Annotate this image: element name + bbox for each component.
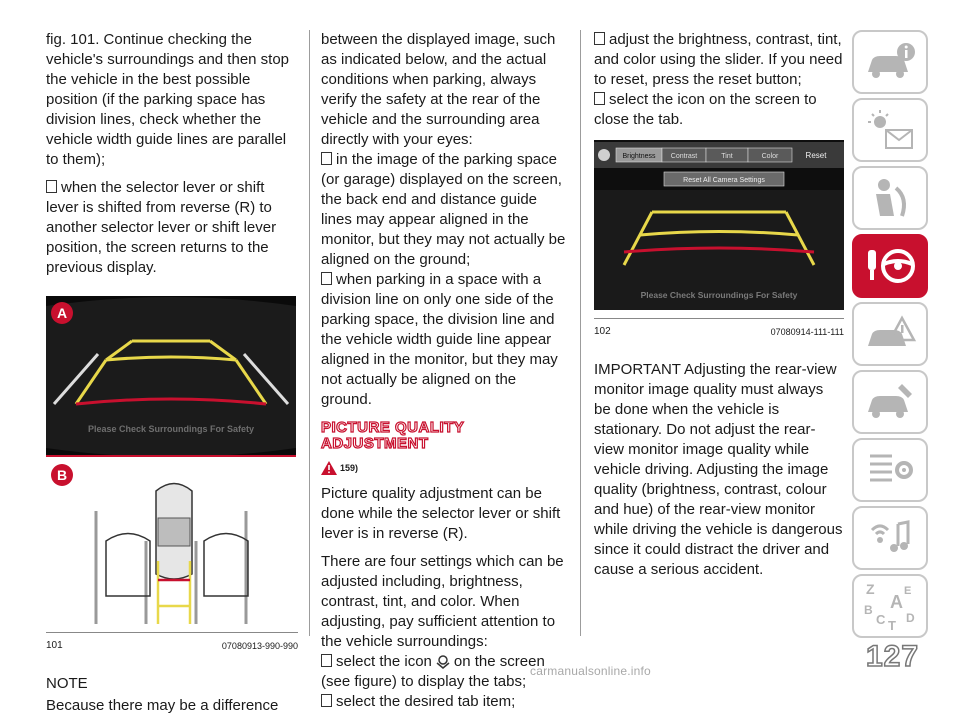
bullet-text: select the icon on the screen to close the tab.	[594, 91, 817, 128]
overlay-text: Please Check Surroundings For Safety	[640, 290, 798, 300]
index-letter: Z	[866, 581, 875, 597]
bullet-text: select the desired tab item;	[336, 693, 516, 710]
note-label: NOTE	[46, 675, 88, 692]
figure-number: 102	[594, 326, 611, 337]
bullet-text: when parking in a space with a division line on only one side of the parking space, the division line and the vehicle width guide line appear aligned in the monitor, but they may not actually be aligned on the ground.	[321, 271, 558, 408]
tab-vehicle-info[interactable]	[852, 30, 928, 94]
column-divider	[580, 30, 581, 636]
paragraph: Picture quality adjustment can be done while the selector lever or shift lever is in reverse (R).	[321, 485, 561, 542]
bullet-item	[321, 270, 571, 410]
vehicle-info-icon	[862, 40, 918, 84]
index-letter: B	[864, 603, 873, 617]
checkbox-bullet-icon	[46, 180, 57, 193]
bullet-text: in the image of the parking space (or garage) displayed on the screen, the back end and distance guide lines may appear aligned in the monitor, but they may not actually be aligned on the ground;	[321, 151, 566, 268]
note-text: Because there may be a difference	[46, 697, 279, 714]
checkbox-bullet-icon	[321, 694, 332, 707]
checkbox-bullet-icon	[321, 654, 332, 667]
checkbox-bullet-icon	[321, 272, 332, 285]
tab-color-label: Color	[761, 153, 779, 160]
figure-label-a: A	[56, 305, 68, 321]
important-paragraph: IMPORTANT Adjusting the rear-view monitor image quality must always be done when the vehicle is stationary. Do not adjust the rear-view monitor image quality while vehicle driving. Adjusting the image quality (brightness, contrast, colour and hue) of the rear-view monitor while driving the vehicle is dangerous since it could distract the driver and cause a serious accident.	[594, 361, 843, 578]
tab-tint-label: Tint	[721, 153, 733, 160]
multimedia-icon	[862, 516, 918, 560]
bullet-text: when the selector lever or shift lever is shifted from reverse (R) to another selector lever or shift lever position, the screen returns to the previous display.	[46, 179, 277, 276]
bullet-item	[594, 30, 844, 90]
bullet-text: select the icon	[336, 653, 432, 670]
figure-caption	[46, 632, 298, 656]
tab-driving[interactable]	[852, 234, 928, 298]
maintenance-icon	[862, 380, 918, 424]
bullet-text: adjust the brightness, contrast, tint, and color using the slider. If you need to reset, press the reset button;	[594, 31, 843, 88]
checkbox-bullet-icon	[594, 32, 605, 45]
column-1	[46, 30, 298, 724]
heading-line: ADJUSTMENT	[321, 435, 429, 452]
tab-warning-lights[interactable]	[852, 98, 928, 162]
settings-chevron-icon	[434, 655, 452, 669]
safety-icon	[862, 176, 918, 220]
checkbox-bullet-icon	[594, 92, 605, 105]
figure-number: 101	[46, 640, 63, 651]
figure-code: 07080913-990-990	[221, 641, 298, 651]
section-heading	[321, 420, 571, 452]
figure-caption	[594, 318, 844, 342]
index-icon	[860, 580, 920, 632]
settings-icon[interactable]	[598, 149, 610, 161]
warning-triangle-icon	[321, 461, 337, 475]
tab-brightness-label: Brightness	[622, 153, 656, 160]
tab-contrast-label: Contrast	[670, 153, 698, 160]
warning-lights-icon	[862, 108, 918, 152]
figure-label-b: B	[56, 467, 68, 483]
tab-multimedia[interactable]	[852, 506, 928, 570]
tab-maintenance[interactable]	[852, 370, 928, 434]
watermark-text: carmanualsonline.info	[530, 664, 651, 678]
picture-quality-screen	[594, 140, 844, 310]
index-letter: T	[888, 618, 896, 632]
bullet-item	[594, 90, 844, 130]
column-divider	[309, 30, 310, 636]
warning-number: 159)	[340, 463, 359, 473]
bullet-item	[46, 178, 298, 278]
figure-101	[46, 296, 298, 656]
warning-reference	[321, 458, 571, 478]
index-letter: A	[890, 592, 903, 612]
paragraph: There are four settings which can be adjusted including, brightness, contrast, tint, and color. When adjusting, pay sufficient attention to the vehicle surroundings:	[321, 553, 564, 650]
figure-code: 07080914-111-111	[770, 327, 844, 337]
column-3	[594, 30, 844, 588]
bullet-item	[321, 150, 571, 270]
emergency-icon	[862, 312, 918, 356]
index-letter: E	[904, 585, 912, 597]
heading-line: PICTURE QUALITY	[321, 419, 465, 436]
tab-emergency[interactable]	[852, 302, 928, 366]
tab-safety[interactable]	[852, 166, 928, 230]
reset-button[interactable]: Reset	[805, 151, 827, 160]
paragraph: fig. 101. Continue checking the vehicle's surroundings and then stop the vehicle in the best possible position (if the parking space has division lines, check whether the vehicle width guide lines are parallel to them);	[46, 31, 290, 168]
driving-icon	[862, 244, 918, 288]
reset-all-label: Reset All Camera Settings	[683, 177, 765, 184]
bullet-text: on the screen (see figure) to display the tabs;	[321, 653, 545, 690]
figure-102	[594, 140, 844, 342]
index-letter: C	[876, 612, 886, 627]
tab-technical-data[interactable]	[852, 438, 928, 502]
bullet-item	[321, 692, 571, 712]
rear-camera-diagram	[46, 296, 296, 624]
column-2	[321, 30, 571, 720]
technical-data-icon	[862, 448, 918, 492]
index-letter: D	[906, 611, 915, 625]
tab-index[interactable]	[852, 574, 928, 638]
paragraph: between the displayed image, such as indicated below, and the actual conditions when parking, always verify the safety at the rear of the vehicle and the surrounding area directly with your eyes:	[321, 31, 556, 148]
checkbox-bullet-icon	[321, 152, 332, 165]
overlay-text: Please Check Surroundings For Safety	[87, 424, 255, 434]
page-number: 127	[866, 640, 920, 673]
